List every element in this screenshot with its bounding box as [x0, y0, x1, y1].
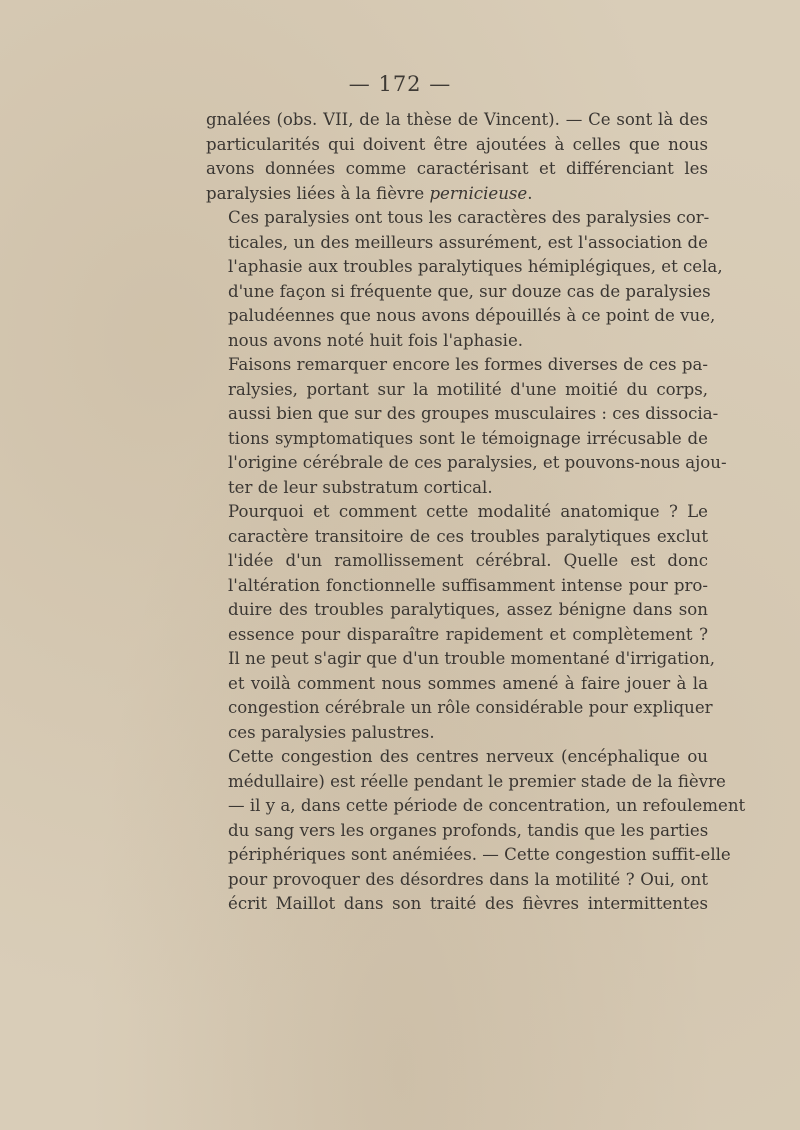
text-line: caractère transitoire de ces troubles paralytiques exclut [228, 526, 708, 546]
text-line: tions symptomatiques sont le témoignage irrécusable de [228, 428, 708, 448]
italic-term: pernicieuse [429, 183, 528, 203]
text-line: ralysies, portant sur la motilité d'une moitié du corps, [228, 379, 708, 399]
text-line: et voilà comment nous sommes amené à faire jouer à la [228, 673, 708, 693]
text-line: nous avons noté huit fois l'aphasie. [228, 330, 524, 350]
text-line: Il ne peut s'agir que d'un trouble momentané d'irrigation, [228, 649, 716, 668]
text-fragment: . [527, 183, 533, 203]
paragraph-3 [206, 353, 727, 500]
text-line: Faisons remarquer encore les formes diverses de ces pa- [228, 355, 708, 374]
text-line: pour provoquer des désordres dans la motilité ? Oui, ont [228, 869, 708, 889]
text-line: gnalées (obs. VII, de la thèse de Vincent). — Ce sont là des [206, 110, 708, 129]
text-line: congestion cérébrale un rôle considérable pour expliquer [228, 698, 713, 717]
text-line: périphériques sont anémiées. — Cette congestion suffit-elle [228, 845, 731, 864]
text-line: paludéennes que nous avons dépouillés à ce point de vue, [228, 306, 716, 325]
body-text [206, 108, 746, 917]
text-line [206, 182, 708, 207]
text-fragment: paralysies liées à la fièvre [206, 183, 430, 203]
text-line: du sang vers les organes profonds, tandis que les parties [228, 820, 709, 840]
text-line: écrit Maillot dans son traité des fièvres intermittentes [228, 894, 708, 913]
text-line: médullaire) est réelle pendant le premier stade de la fièvre [228, 771, 726, 791]
text-line: ticales, un des meilleurs assurément, est l'association de [228, 232, 708, 252]
text-line: essence pour disparaître rapidement et complètement ? [228, 624, 708, 644]
text-line: l'origine cérébrale de ces paralysies, et pouvons-nous ajou- [228, 453, 727, 472]
text-line: l'aphasie aux troubles paralytiques hémiplégiques, et cela, [228, 257, 723, 276]
text-line: particularités qui doivent être ajoutées à celles que nous [206, 134, 708, 154]
paragraph-5 [206, 745, 746, 917]
paragraph-1 [206, 108, 708, 206]
text-line: ces paralysies palustres. [228, 722, 435, 742]
text-line: duire des troubles paralytiques, assez bénigne dans son [228, 600, 708, 619]
text-line: d'une façon si fréquente que, sur douze cas de paralysies [228, 281, 711, 301]
text-line: l'altération fonctionnelle suffisamment intense pour pro- [228, 575, 708, 595]
text-line: ter de leur substratum cortical. [228, 477, 493, 497]
text-line: Pourquoi et comment cette modalité anatomique ? Le [228, 502, 708, 521]
page-number: — 172 — [348, 72, 452, 96]
text-line: aussi bien que sur des groupes musculaires : ces dissocia- [228, 404, 719, 423]
text-line: — il y a, dans cette période de concentration, un refoulement [228, 796, 746, 815]
text-line: Ces paralysies ont tous les caractères des paralysies cor- [228, 208, 710, 227]
text-line: l'idée d'un ramollissement cérébral. Quelle est donc [228, 551, 708, 570]
text-line: avons données comme caractérisant et différenciant les [206, 159, 708, 178]
paragraph-4 [206, 500, 716, 745]
text-line: Cette congestion des centres nerveux (encéphalique ou [228, 747, 708, 766]
paragraph-2 [206, 206, 723, 353]
